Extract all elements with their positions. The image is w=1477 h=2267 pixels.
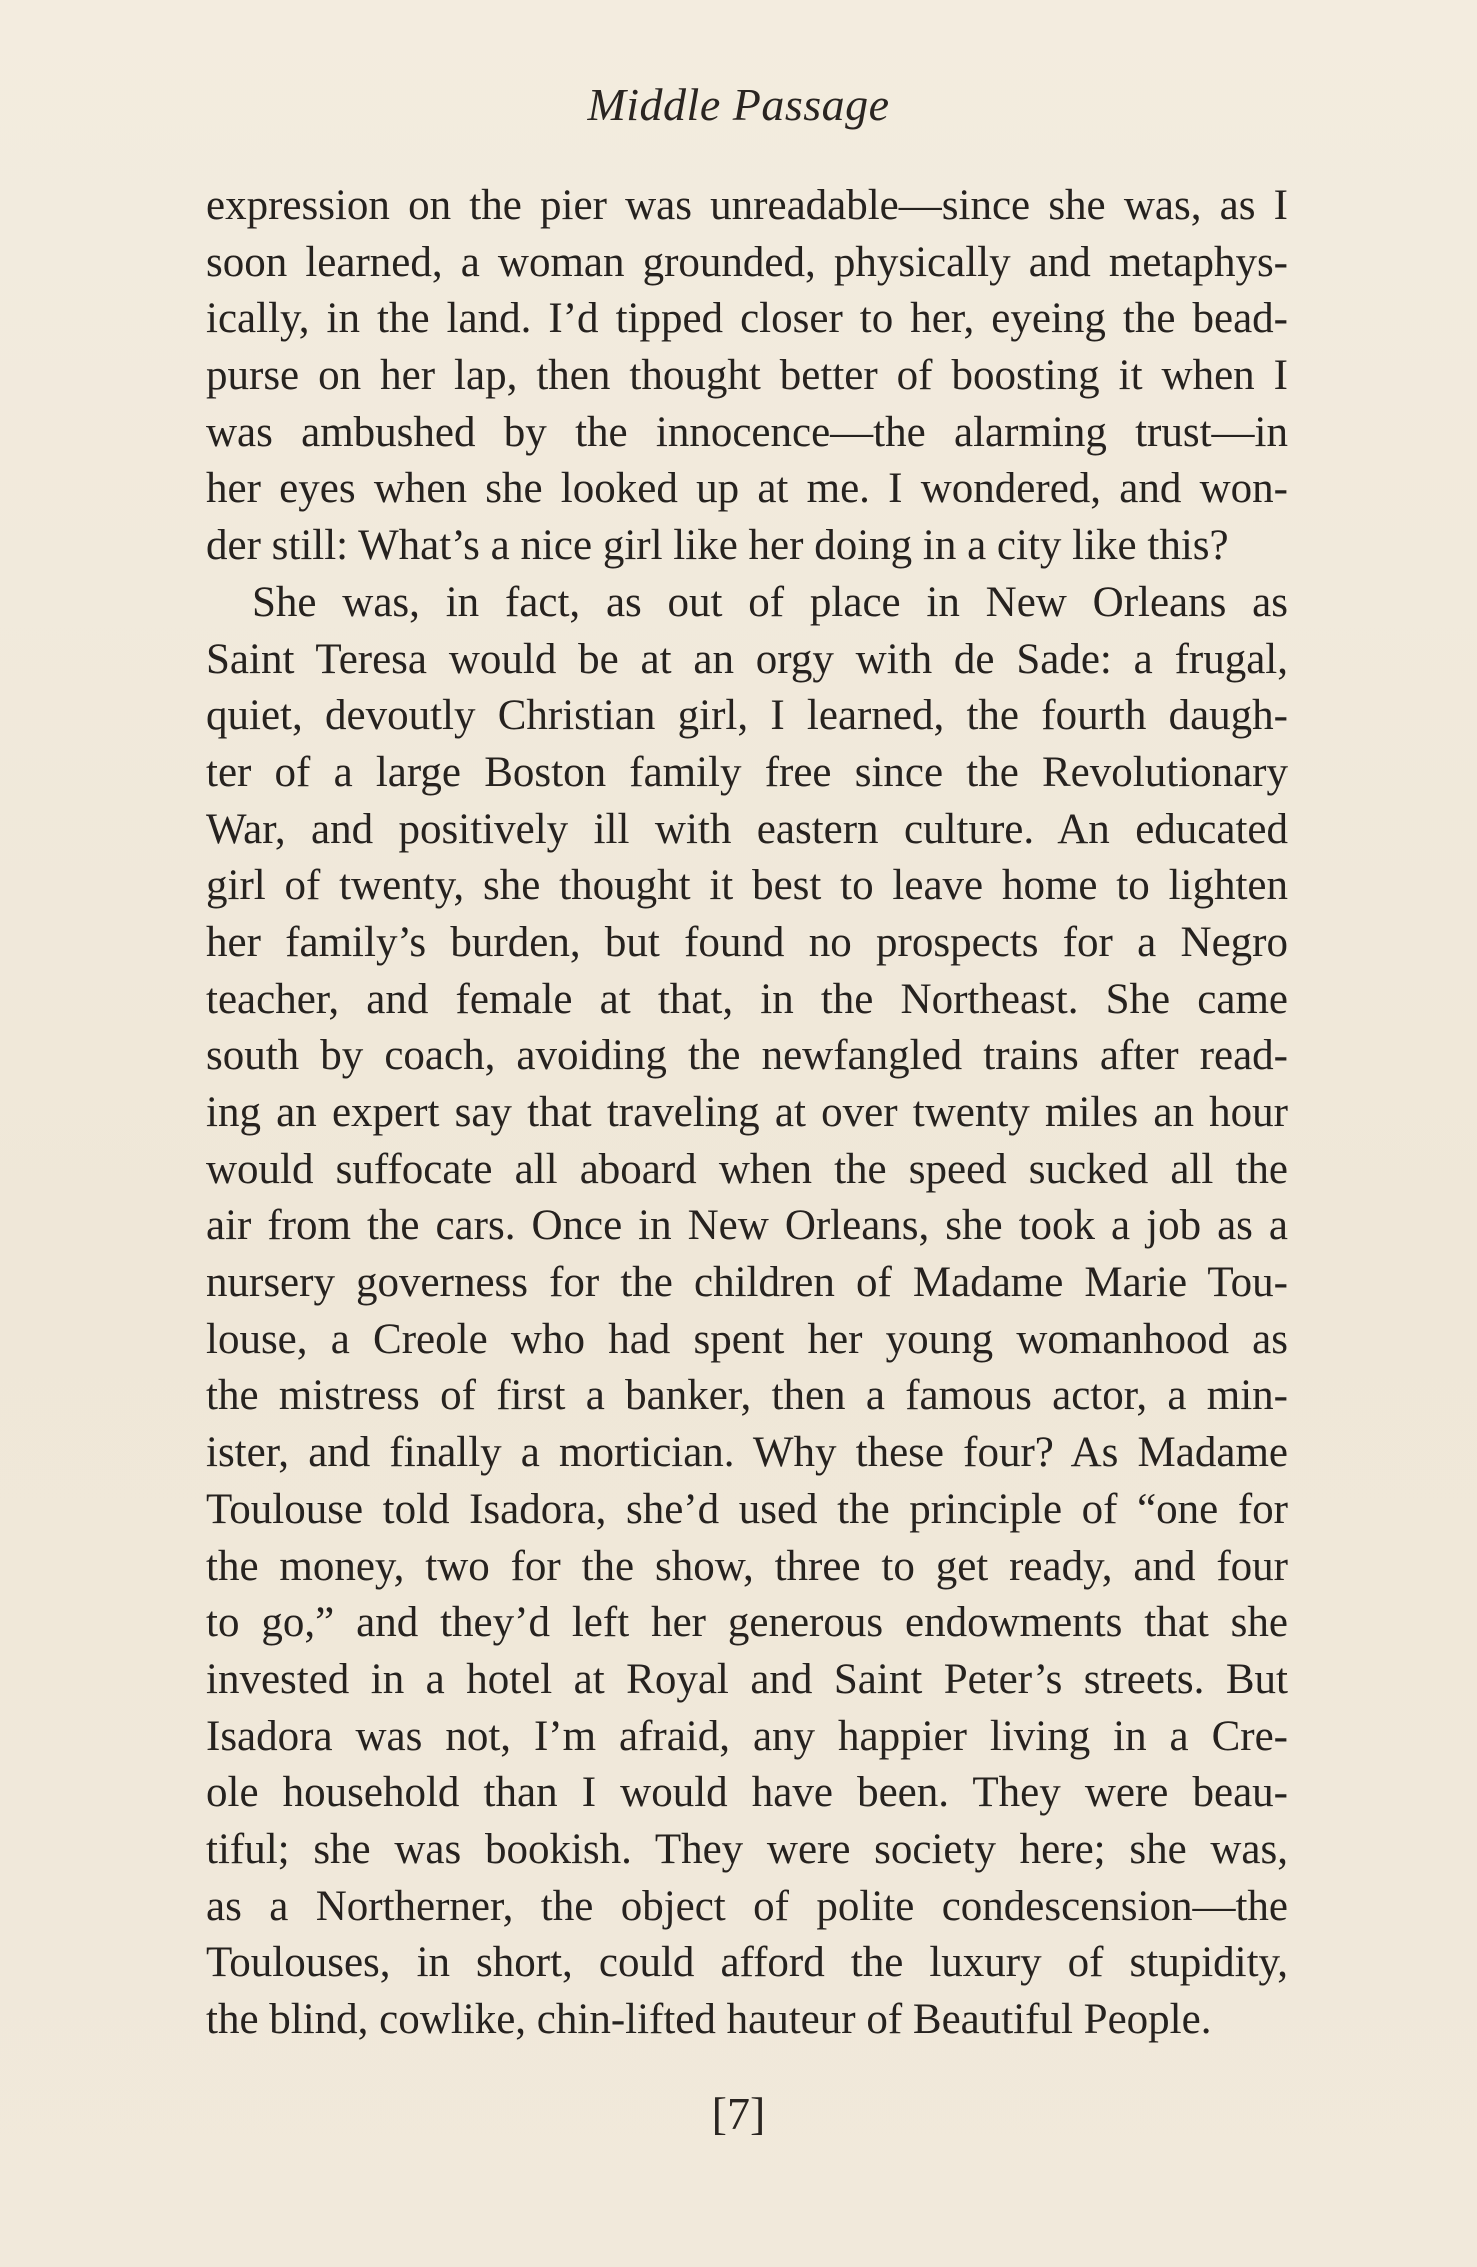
- text-line: her eyes when she looked up at me. I wondered, and won-: [206, 465, 1288, 513]
- text-line: Saint Teresa would be at an orgy with de Sade: a frugal,: [206, 635, 1288, 683]
- text-line: girl of twenty, she thought it best to leave home to lighten: [206, 862, 1288, 910]
- text-line: to go,” and they’d left her generous endowments that she: [206, 1599, 1288, 1647]
- body-text: [206, 178, 1288, 2049]
- text-line: her family’s burden, but found no prospects for a Negro: [206, 918, 1288, 966]
- text-line: ister, and finally a mortician. Why these four? As Madame: [206, 1429, 1288, 1477]
- text-line: the blind, cowlike, chin-lifted hauteur of Beautiful People.: [206, 1996, 1212, 2043]
- text-line: Toulouses, in short, could afford the luxury of stupidity,: [206, 1939, 1288, 1987]
- text-line: quiet, devoutly Christian girl, I learned, the fourth daugh-: [206, 692, 1288, 740]
- text-line: Isadora was not, I’m afraid, any happier living in a Cre-: [206, 1712, 1288, 1760]
- text-line: She was, in fact, as out of place in New Orleans as: [252, 578, 1288, 626]
- text-line: would suffocate all aboard when the speed sucked all the: [206, 1145, 1288, 1193]
- text-line: the money, two for the show, three to get ready, and four: [206, 1542, 1288, 1590]
- text-line: ole household than I would have been. They were beau-: [206, 1769, 1288, 1817]
- text-line: der still: What’s a nice girl like her doing in a city like this?: [206, 522, 1229, 570]
- text-line: expression on the pier was unreadable—since she was, as I: [206, 182, 1288, 229]
- text-line: ter of a large Boston family free since the Revolutionary: [206, 748, 1288, 796]
- text-line: nursery governess for the children of Madame Marie Tou-: [206, 1259, 1288, 1307]
- text-line: ically, in the land. I’d tipped closer to her, eyeing the bead-: [206, 295, 1288, 343]
- text-line: south by coach, avoiding the newfangled trains after read-: [206, 1032, 1288, 1080]
- text-line: soon learned, a woman grounded, physically and metaphys-: [206, 238, 1288, 286]
- text-line: air from the cars. Once in New Orleans, she took a job as a: [206, 1202, 1288, 1250]
- text-line: teacher, and female at that, in the Northeast. She came: [206, 975, 1288, 1023]
- running-head: Middle Passage: [587, 79, 890, 130]
- text-line: tiful; she was bookish. They were society here; she was,: [206, 1825, 1288, 1873]
- text-line: louse, a Creole who had spent her young womanhood as: [206, 1315, 1288, 1363]
- text-line: Toulouse told Isadora, she’d used the principle of “one for: [206, 1485, 1288, 1533]
- text-line: purse on her lap, then thought better of boosting it when I: [206, 352, 1288, 400]
- text-line: ing an expert say that traveling at over twenty miles an hour: [206, 1089, 1288, 1136]
- text-line: as a Northerner, the object of polite condescension—the: [206, 1882, 1288, 1930]
- text-line: War, and positively ill with eastern culture. An educated: [206, 805, 1288, 853]
- page-number: [7]: [711, 2088, 766, 2139]
- text-line: invested in a hotel at Royal and Saint Peter’s streets. But: [206, 1655, 1288, 1703]
- text-line: the mistress of first a banker, then a famous actor, a min-: [206, 1372, 1288, 1420]
- text-line: was ambushed by the innocence—the alarming trust—in: [206, 408, 1288, 456]
